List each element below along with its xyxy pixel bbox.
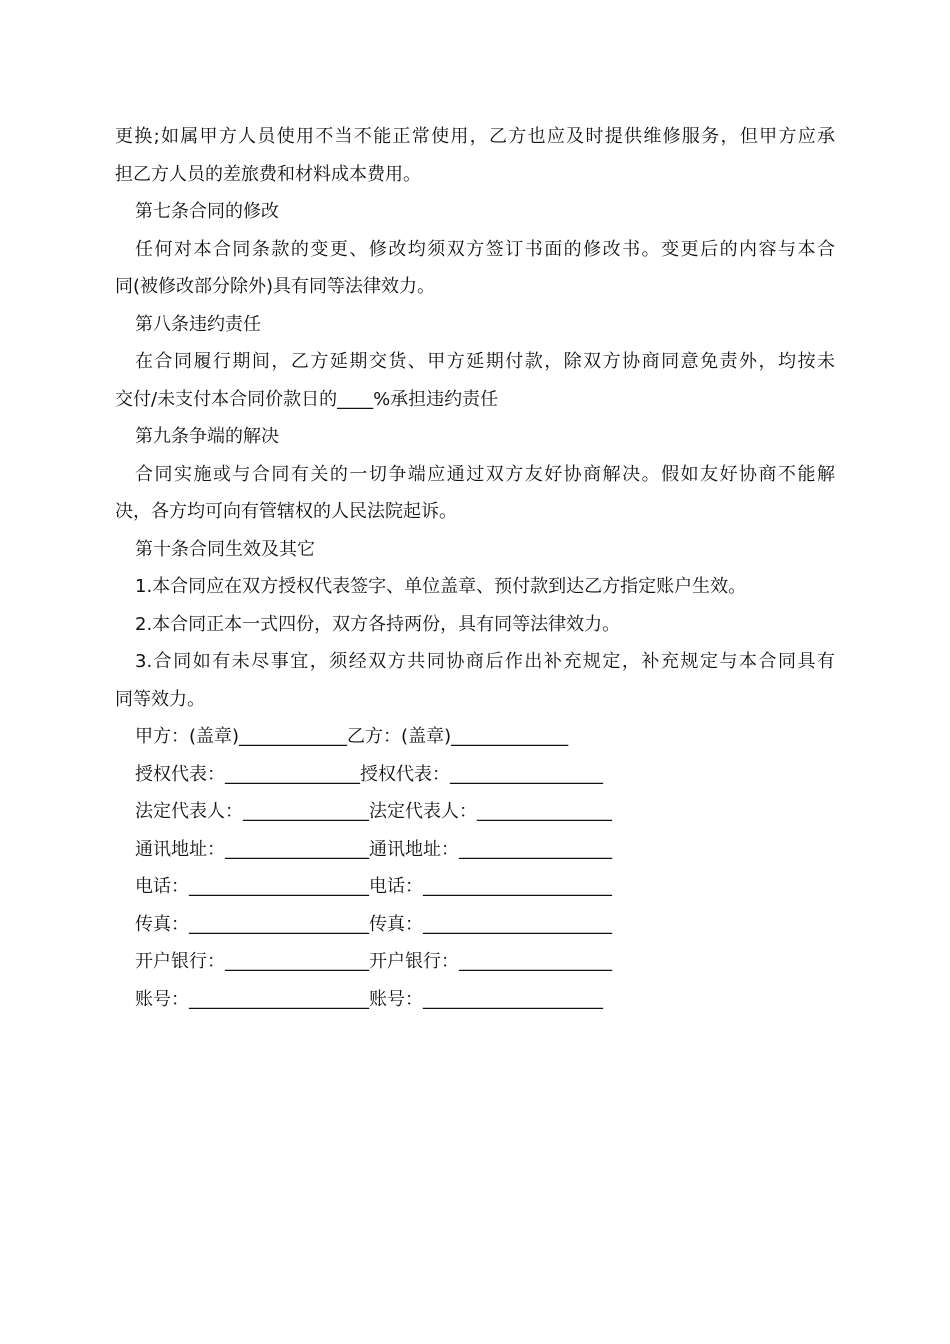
clause-item: 1.本合同应在双方授权代表签字、单位盖章、预付款到达乙方指定账户生效。 [135,576,747,597]
body-line: 同等效力。 [115,688,205,710]
section-heading: 第十条合同生效及其它 [135,538,315,560]
body-line: 交付/未支付本合同价款日的____%承担违约责任 [115,388,499,410]
section-heading: 第七条合同的修改 [135,201,279,222]
clause-item: 3.合同如有未尽事宜，须经双方共同协商后作出补充规定，补充规定与本合同具有 [135,651,835,672]
body-line: 合同实施或与合同有关的一切争端应通过双方友好协商解决。假如友好协商不能解 [135,463,835,485]
signature-row-address: 通讯地址：________________通讯地址：_________________ [135,838,612,860]
signature-row-bank: 开户银行：________________开户银行：_________________ [135,951,612,972]
contract-body [115,118,835,1018]
section-heading: 第八条违约责任 [135,313,261,335]
body-line: 担乙方人员的差旅费和材料成本费用。 [115,163,421,185]
signature-row-legal-rep: 法定代表人：______________法定代表人：_______________ [135,801,612,822]
body-line: 任何对本合同条款的变更、修改均须双方签订书面的修改书。变更后的内容与本合 [135,238,835,260]
section-heading: 第九条争端的解决 [135,426,279,447]
signature-row-phone: 电话：____________________电话：_____________________ [135,876,612,897]
body-line: 更换;如属甲方人员使用不当不能正常使用，乙方也应及时提供维修服务，但甲方应承 [115,126,835,147]
signature-row-authorized-rep: 授权代表：_______________授权代表：_________________ [135,763,603,785]
body-line: 在合同履行期间，乙方延期交货、甲方延期付款，除双方协商同意免责外，均按未 [135,351,835,372]
signature-block [115,718,835,1018]
signature-row-account: 账号：____________________账号：____________________ [135,988,603,1010]
clause-item: 2.本合同正本一式四份，双方各持两份，具有同等法律效力。 [135,613,621,635]
signature-row-fax: 传真：____________________传真：_____________________ [135,913,612,935]
body-line: 决，各方均可向有管辖权的人民法院起诉。 [115,501,457,522]
body-line: 同(被修改部分除外)具有同等法律效力。 [115,276,436,297]
signature-row-seal: 甲方：(盖章)____________乙方：(盖章)_____________ [135,726,569,747]
